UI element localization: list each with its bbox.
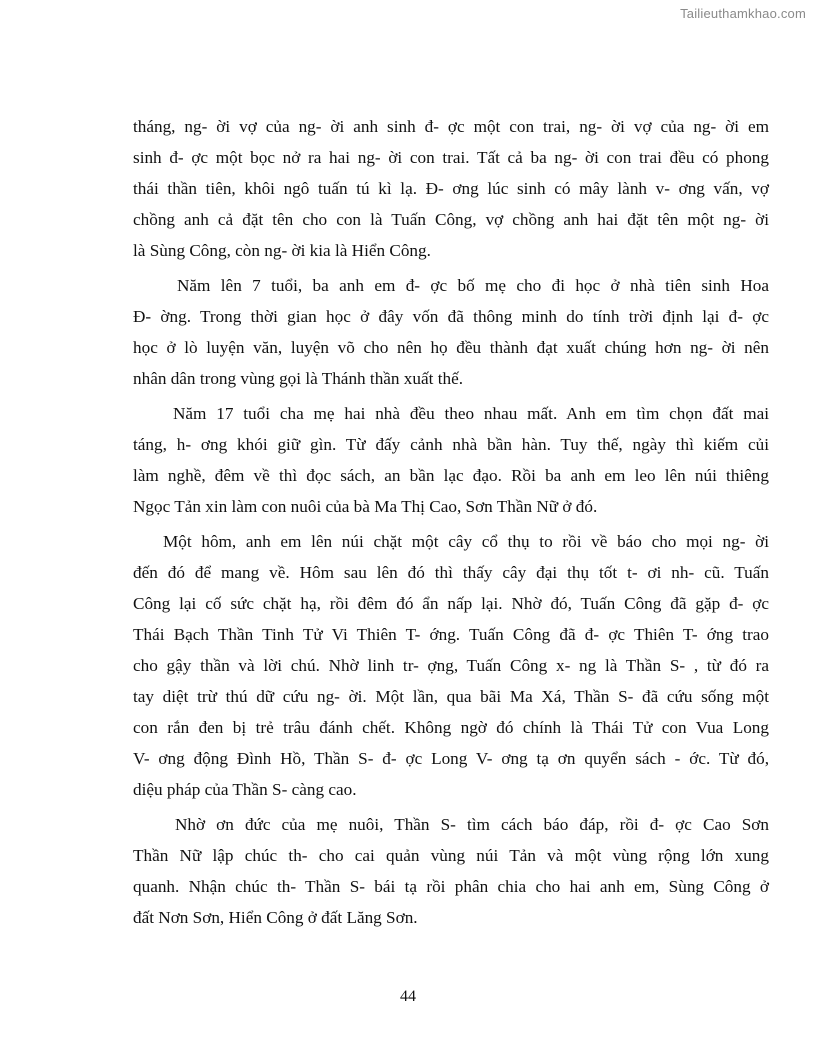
text-line: quanh. Nhận chúc th- Thần S- bái tạ rồi phân chia cho hai anh em, Sùng Công ở [133, 877, 769, 896]
text-line: V- ơng động Đình Hồ, Thần S- đ- ợc Long V- ơng tạ ơn quyển sách - ớc. Từ đó, [133, 749, 769, 768]
text-line: Thái Bạch Thần Tinh Tử Vi Thiên T- ớng. Tuấn Công đã đ- ợc Thiên T- ớng trao [133, 625, 769, 644]
text-line: thái thần tiên, khôi ngô tuấn tú kì lạ. Đ- ơng lúc sinh có mây lành v- ơng vấn, vợ [133, 179, 769, 198]
text-line: Năm lên 7 tuổi, ba anh em đ- ợc bố mẹ cho đi học ở nhà tiên sinh Hoa [177, 276, 769, 295]
text-line: Thần Nữ lập chúc th- cho cai quản vùng núi Tản và một vùng rộng lớn xung [133, 846, 769, 865]
text-line: con rắn đen bị trẻ trâu đánh chết. Không ngờ đó chính là Thái Tử con Vua Long [133, 718, 769, 737]
text-line: Năm 17 tuổi cha mẹ hai nhà đều theo nhau mất. Anh em tìm chọn đất mai [173, 404, 769, 423]
paragraph-4 [133, 526, 769, 805]
text-line: Nhờ ơn đức của mẹ nuôi, Thần S- tìm cách báo đáp, rồi đ- ợc Cao Sơn [175, 815, 769, 834]
text-line: Công lại cố sức chặt hạ, rồi đêm đó ẩn nấp lại. Nhờ đó, Tuấn Công đã gặp đ- ợc [133, 594, 769, 613]
text-line: đến đó để mang về. Hôm sau lên đó thì thấy cây đại thụ tốt t- ơi nh- cũ. Tuấn [133, 563, 769, 582]
text-line: chồng anh cả đặt tên cho con là Tuấn Công, vợ chồng anh hai đặt tên một ng- ời [133, 210, 769, 229]
text-line: sinh đ- ợc một bọc nở ra hai ng- ời con trai. Tất cả ba ng- ời con trai đều có phong [133, 148, 769, 167]
paragraph-1 [133, 111, 769, 266]
text-line: tay diệt trừ thú dữ cứu ng- ời. Một lần, qua bãi Ma Xá, Thần S- đã cứu sống một [133, 687, 769, 706]
text-line: Ngọc Tản xin làm con nuôi của bà Ma Thị Cao, Sơn Thần Nữ ở đó. [133, 497, 598, 516]
text-line: Đ- ờng. Trong thời gian học ở đây vốn đã thông minh do tính trời định lại đ- ợc [133, 307, 769, 326]
text-line: Một hôm, anh em lên núi chặt một cây cổ thụ to rồi về báo cho mọi ng- ời [163, 532, 769, 551]
paragraph-5 [133, 809, 769, 933]
text-line: là Sùng Công, còn ng- ời kia là Hiển Công. [133, 241, 431, 260]
text-line: học ở lò luyện văn, luyện võ cho nên họ đều thành đạt xuất chúng hơn ng- ời nên [133, 338, 769, 357]
page-number: 44 [400, 988, 416, 1005]
text-line: cho gậy thần và lời chú. Nhờ linh tr- ợng, Tuấn Công x- ng là Thần S- , từ đó ra [133, 656, 769, 675]
text-line: diệu pháp của Thần S- càng cao. [133, 780, 357, 799]
watermark: Tailieuthamkhao.com [680, 6, 806, 21]
text-line: nhân dân trong vùng gọi là Thánh thần xuất thế. [133, 369, 463, 388]
text-line: làm nghề, đêm về thì đọc sách, an bần lạc đạo. Rồi ba anh em leo lên núi thiêng [133, 466, 769, 485]
paragraph-2 [133, 270, 769, 394]
paragraph-3 [133, 398, 769, 522]
text-line: đất Nơn Sơn, Hiển Công ở đất Lăng Sơn. [133, 908, 418, 927]
text-line: tháng, ng- ời vợ của ng- ời anh sinh đ- ợc một con trai, ng- ời vợ của ng- ời em [133, 117, 769, 136]
document-body [133, 111, 769, 937]
text-line: táng, h- ơng khói giữ gìn. Từ đấy cảnh nhà bần hàn. Tuy thế, ngày thì kiếm củi [133, 435, 769, 454]
